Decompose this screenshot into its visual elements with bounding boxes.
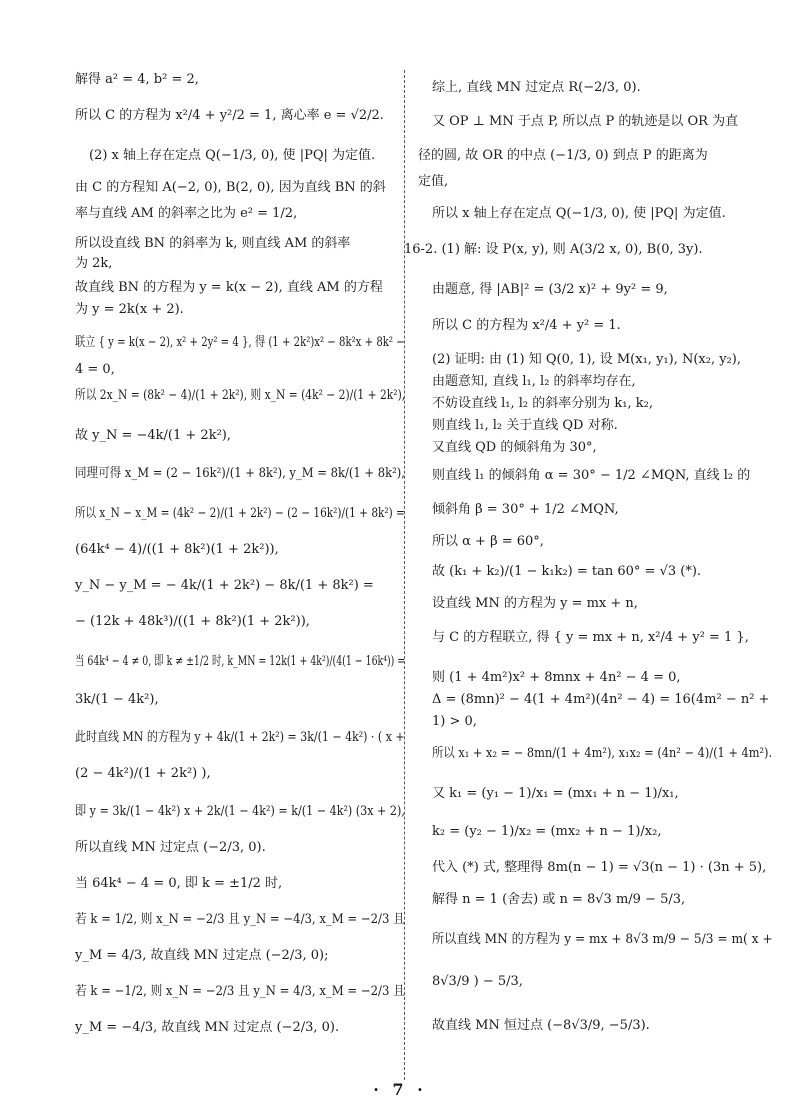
text-line: 不妨设直线 l₁, l₂ 的斜率分别为 k₁, k₂, [432, 396, 653, 411]
text-line: 若 k = 1/2, 则 x_N = −2/3 且 y_N = −4/3, x_M = −2/3 且 [75, 912, 405, 927]
text-line: 所以 C 的方程为 x²/4 + y² = 1. [432, 318, 621, 333]
text-line: (2) 证明: 由 (1) 知 Q(0, 1), 设 M(x₁, y₁), N(x₂, y₂), [432, 352, 741, 367]
text-line: 所以 C 的方程为 x²/4 + y²/2 = 1, 离心率 e = √2/2. [75, 108, 384, 123]
text-line: 则直线 l₁, l₂ 关于直线 QD 对称. [432, 418, 618, 433]
text-line: 与 C 的方程联立, 得 { y = mx + n, x²/4 + y² = 1 }, [432, 630, 749, 645]
text-line: 则 (1 + 4m²)x² + 8mnx + 4n² − 4 = 0, [432, 670, 681, 685]
text-line: 径的圆, 故 OR 的中点 (−1/3, 0) 到点 P 的距离为 [418, 148, 708, 163]
text-line: − (12k + 48k³)/((1 + 8k²)(1 + 2k²)), [75, 614, 310, 629]
page-number: · 7 · [373, 1080, 427, 1099]
text-line: y_N − y_M = − 4k/(1 + 2k²) − 8k/(1 + 8k²) = [75, 578, 374, 593]
text-line: Δ = (8mn)² − 4(1 + 4m²)(4n² − 4) = 16(4m² − n² + [432, 692, 770, 707]
text-line: 解得 n = 1 (舍去) 或 n = 8√3 m/9 − 5/3, [432, 892, 686, 907]
text-line: (2 − 4k²)/(1 + 2k²) ), [75, 766, 211, 781]
text-line: 联立 { y = k(x − 2), x² + 2y² = 4 }, 得 (1 + 2k²)x² − 8k²x + 8k² − [75, 335, 405, 350]
text-line: 若 k = −1/2, 则 x_N = −2/3 且 y_N = 4/3, x_M = −2/3 且 [75, 984, 405, 999]
text-line: 所以 x 轴上存在定点 Q(−1/3, 0), 使 |PQ| 为定值. [432, 206, 726, 221]
column-divider [404, 70, 405, 1080]
text-line: 由题意, 得 |AB|² = (3/2 x)² + 9y² = 9, [432, 282, 668, 297]
text-line: 由题意知, 直线 l₁, l₂ 的斜率均存在, [432, 374, 636, 389]
text-line: 由 C 的方程知 A(−2, 0), B(2, 0), 因为直线 BN 的斜 [75, 180, 386, 195]
text-line: 故直线 MN 恒过点 (−8√3/9, −5/3). [432, 1018, 650, 1033]
text-line: 所以设直线 BN 的斜率为 k, 则直线 AM 的斜率 [75, 236, 351, 251]
text-line: 综上, 直线 MN 过定点 R(−2/3, 0). [432, 80, 641, 95]
text-line: k₂ = (y₂ − 1)/x₂ = (mx₂ + n − 1)/x₂, [432, 824, 662, 839]
text-line: 所以直线 MN 过定点 (−2/3, 0). [75, 840, 266, 855]
text-line: 所以 2x_N = (8k² − 4)/(1 + 2k²), 则 x_N = (4k² − 2)/(1 + 2k²), [75, 388, 406, 403]
text-line: 代入 (*) 式, 整理得 8m(n − 1) = √3(n − 1) · (3n + 5), [432, 860, 767, 875]
text-line: 定值, [418, 174, 449, 189]
text-line: 故 (k₁ + k₂)/(1 − k₁k₂) = tan 60° = √3 (*). [432, 564, 702, 579]
text-line: 所以 x₁ + x₂ = − 8mn/(1 + 4m²), x₁x₂ = (4n² − 4)/(1 + 4m²). [432, 746, 773, 761]
text-line: 即 y = 3k/(1 − 4k²) x + 2k/(1 − 4k²) = k/(1 − 4k²) (3x + 2), [75, 804, 405, 819]
text-line: 8√3/9 ) − 5/3, [432, 974, 523, 989]
text-line: 又 k₁ = (y₁ − 1)/x₁ = (mx₁ + n − 1)/x₁, [432, 786, 679, 801]
text-line: 设直线 MN 的方程为 y = mx + n, [432, 596, 638, 611]
text-line: 又 OP ⊥ MN 于点 P, 所以点 P 的轨迹是以 OR 为直 [432, 114, 739, 129]
text-line: 又直线 QD 的倾斜角为 30°, [432, 440, 597, 455]
text-line: 1) > 0, [432, 714, 477, 729]
text-line: (2) x 轴上存在定点 Q(−1/3, 0), 使 |PQ| 为定值. [89, 148, 376, 163]
text-line: 为 y = 2k(x + 2). [75, 302, 184, 317]
text-line: y_M = −4/3, 故直线 MN 过定点 (−2/3, 0). [75, 1020, 340, 1035]
text-line: 故直线 BN 的方程为 y = k(x − 2), 直线 AM 的方程 [75, 280, 383, 295]
text-line: 则直线 l₁ 的倾斜角 α = 30° − 1/2 ∠MQN, 直线 l₂ 的 [432, 468, 751, 483]
text-line: 4 = 0, [75, 362, 115, 377]
text-line: 此时直线 MN 的方程为 y + 4k/(1 + 2k²) = 3k/(1 − 4k²) · ( x + [75, 730, 405, 745]
text-line: 所以直线 MN 的方程为 y = mx + 8√3 m/9 − 5/3 = m( x + [432, 932, 773, 947]
text-line: 倾斜角 β = 30° + 1/2 ∠MQN, [432, 502, 619, 517]
text-line: 故 y_N = −4k/(1 + 2k²), [75, 428, 231, 443]
text-line: 同理可得 x_M = (2 − 16k²)/(1 + 8k²), y_M = 8k/(1 + 8k²), [75, 466, 405, 481]
text-line: y_M = 4/3, 故直线 MN 过定点 (−2/3, 0); [75, 948, 329, 963]
text-line: 3k/(1 − 4k²), [75, 692, 159, 707]
text-line: (64k⁴ − 4)/((1 + 8k²)(1 + 2k²)), [75, 542, 279, 557]
text-line: 所以 x_N − x_M = (4k² − 2)/(1 + 2k²) − (2 − 16k²)/(1 + 8k²) = [75, 506, 405, 521]
text-line: 当 64k⁴ − 4 ≠ 0, 即 k ≠ ±1/2 时, k_MN = 12k(1 + 4k²)/(4(1 − 16k⁴)) = [75, 654, 406, 669]
problem-heading: 16-2. (1) 解: 设 P(x, y), 则 A(3/2 x, 0), B(0, 3y). [404, 242, 703, 257]
text-line: 解得 a² = 4, b² = 2, [75, 72, 199, 87]
text-line: 所以 α + β = 60°, [432, 534, 544, 549]
text-line: 为 2k, [75, 256, 113, 271]
text-line: 当 64k⁴ − 4 = 0, 即 k = ±1/2 时, [75, 876, 283, 891]
text-line: 率与直线 AM 的斜率之比为 e² = 1/2, [75, 206, 298, 221]
